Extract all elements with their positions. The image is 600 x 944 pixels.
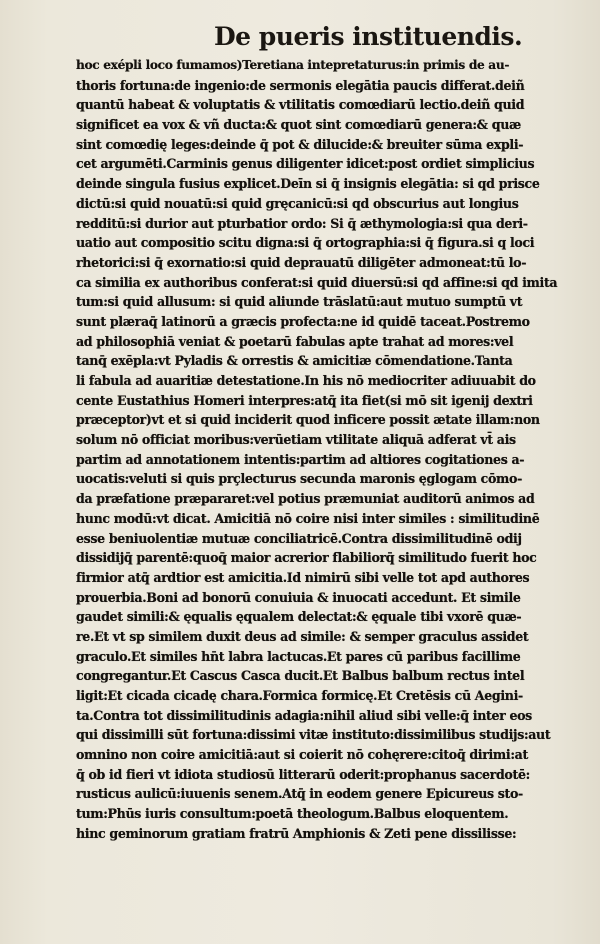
text-line: ca similia ex authoribus conferat:si quid diuersū:si qd affine:si qd imita [76,274,558,290]
text-line: li fabula ad auaritiæ detestatione.In his nō mediocriter adiuuabit do [76,373,536,388]
text-line: tanq̄ exēpla:vt Pyladis & orrestis & amicitiæ cōmendatione.Tanta [76,353,513,369]
text-line: uatio aut compositio scitu digna:si q̄ ortographia:si q̄ figura.si q loci [76,235,535,251]
text-line: cente Eustathius Homeri interpres:atq̄ ita fiet(si mō sit igenij dextri [76,392,533,408]
text-line: tum:si quid allusum: si quid aliunde trāslatū:aut mutuo sumptū vt [76,294,523,310]
text-line: thoris fortuna:de ingenio:de sermonis elegātia paucis differat.deiñ [76,77,525,93]
text-line: sint comœdię leges:deinde q̄ pot & dilucide:& breuiter sūma expli- [76,136,524,152]
text-line: præceptor)vt et si quid inciderit quod inficere possit ætate illam:non [76,412,540,428]
text-line: dissidijq̄ parentē:quoq̄ maior acrerior flabiliorq̄ similitudo fuerit hoc [76,550,537,566]
text-line: rusticus aulicū:iuuenis senem.Atq̄ in eodem genere Epicureus sto- [76,786,523,802]
text-line: da præfatione præpararet:vel potius præmuniat auditorū animos ad [76,491,535,507]
text-line: significet ea vox & vñ ducta:& quot sint comœdiarū genera:& quæ [76,117,521,133]
text-line: solum nō officiat moribus:verūetiam vtilitate aliquā adferat vt̄ ais [76,432,516,448]
text-line: congregantur.Et Cascus Casca ducit.Et Balbus balbum rectus intel [76,668,525,684]
text-line: gaudet simili:& ęqualis ęqualem delectat:& ęquale tibi vxorē quæ- [76,609,522,625]
text-line: ligit:Et cicada cicadę chara.Formica formicę.Et Cretēsis cū Aegini- [76,688,523,703]
text-line: hunc modū:vt dicat. Amicitiā nō coire nisi inter similes : similitudinē [76,510,540,526]
text-line: firmior atq̄ ardtior est amicitia.Id nimirū sibi velle tot apd authores [76,569,530,585]
text-line: re.Et vt sp similem duxit deus ad simile: & semper graculus assidet [76,628,529,644]
text-line: cet argumēti.Carminis genus diligenter idicet:post ordiet simplicius [76,156,535,172]
text-line: omnino non coire amicitiā:aut si coierit nō cohęrere:citoq̄ dirimi:at [76,747,528,763]
text-line: q̄ ob id fieri vt idiota studiosū litterarū oderit:prophanus sacerdotē: [76,766,530,782]
text-line: sunt plæraq̄ latinorū a græcis profecta:ne id quidē taceat.Postremo [76,313,530,329]
text-line: uocatis:veluti si quis prçlecturus secunda maronis ęglogam cōmo- [76,471,522,487]
text-line: tum:Phūs iuris consultum:poetā theologum.Balbus eloquentem. [76,806,509,822]
text-line: partim ad annotationem intentis:partim ad altiores cogitationes a- [76,451,525,467]
text-line: deinde singula fusius explicet.Deīn si q̄ insignis elegātia: si qd prisce [76,176,540,192]
text-line: qui dissimilli sūt fortuna:dissimi vitæ instituto:dissimilibus studijs:aut [76,727,551,743]
text-line: hoc exépli loco fumamos)Teretiana intepretaturus:in primis de au- [76,58,510,72]
text-line: dictū:si quid nouatū:si quid gręcanicū:si qd obscurius aut longius [76,195,519,211]
text-line: graculo.Et similes hn̄t labra lactucas.Et pares cū paribus facillime [76,648,521,664]
text-line: esse beniuolentiæ mutuæ conciliatricē.Contra dissimilitudinē odij [76,530,522,546]
text-line: redditū:si durior aut pturbatior ordo: Si q̄ æthymologia:si qua deri- [76,215,528,231]
text-line: prouerbia.Boni ad bonorū conuiuia & inuocati accedunt. Et simile [76,589,521,605]
text-line: rhetorici:si q̄ exornatio:si quid deprauatū diligēter admoneat:tū lo- [76,254,527,270]
text-line: quantū habeat & voluptatis & vtilitatis comœdiarū lectio.deiñ quid [76,97,525,113]
text-line: ad philosophiā veniat & poetarū fabulas apte trahat ad mores:vel [76,333,514,349]
running-header: De pueris instituendis. [214,22,523,51]
text-line: hinc geminorum gratiam fratrū Amphionis & Zeti pene dissilisse: [76,825,517,841]
body-text [76,56,574,844]
text-line: ta.Contra tot dissimilitudinis adagia:nihil aliud sibi velle:q̄ inter eos [76,707,532,723]
